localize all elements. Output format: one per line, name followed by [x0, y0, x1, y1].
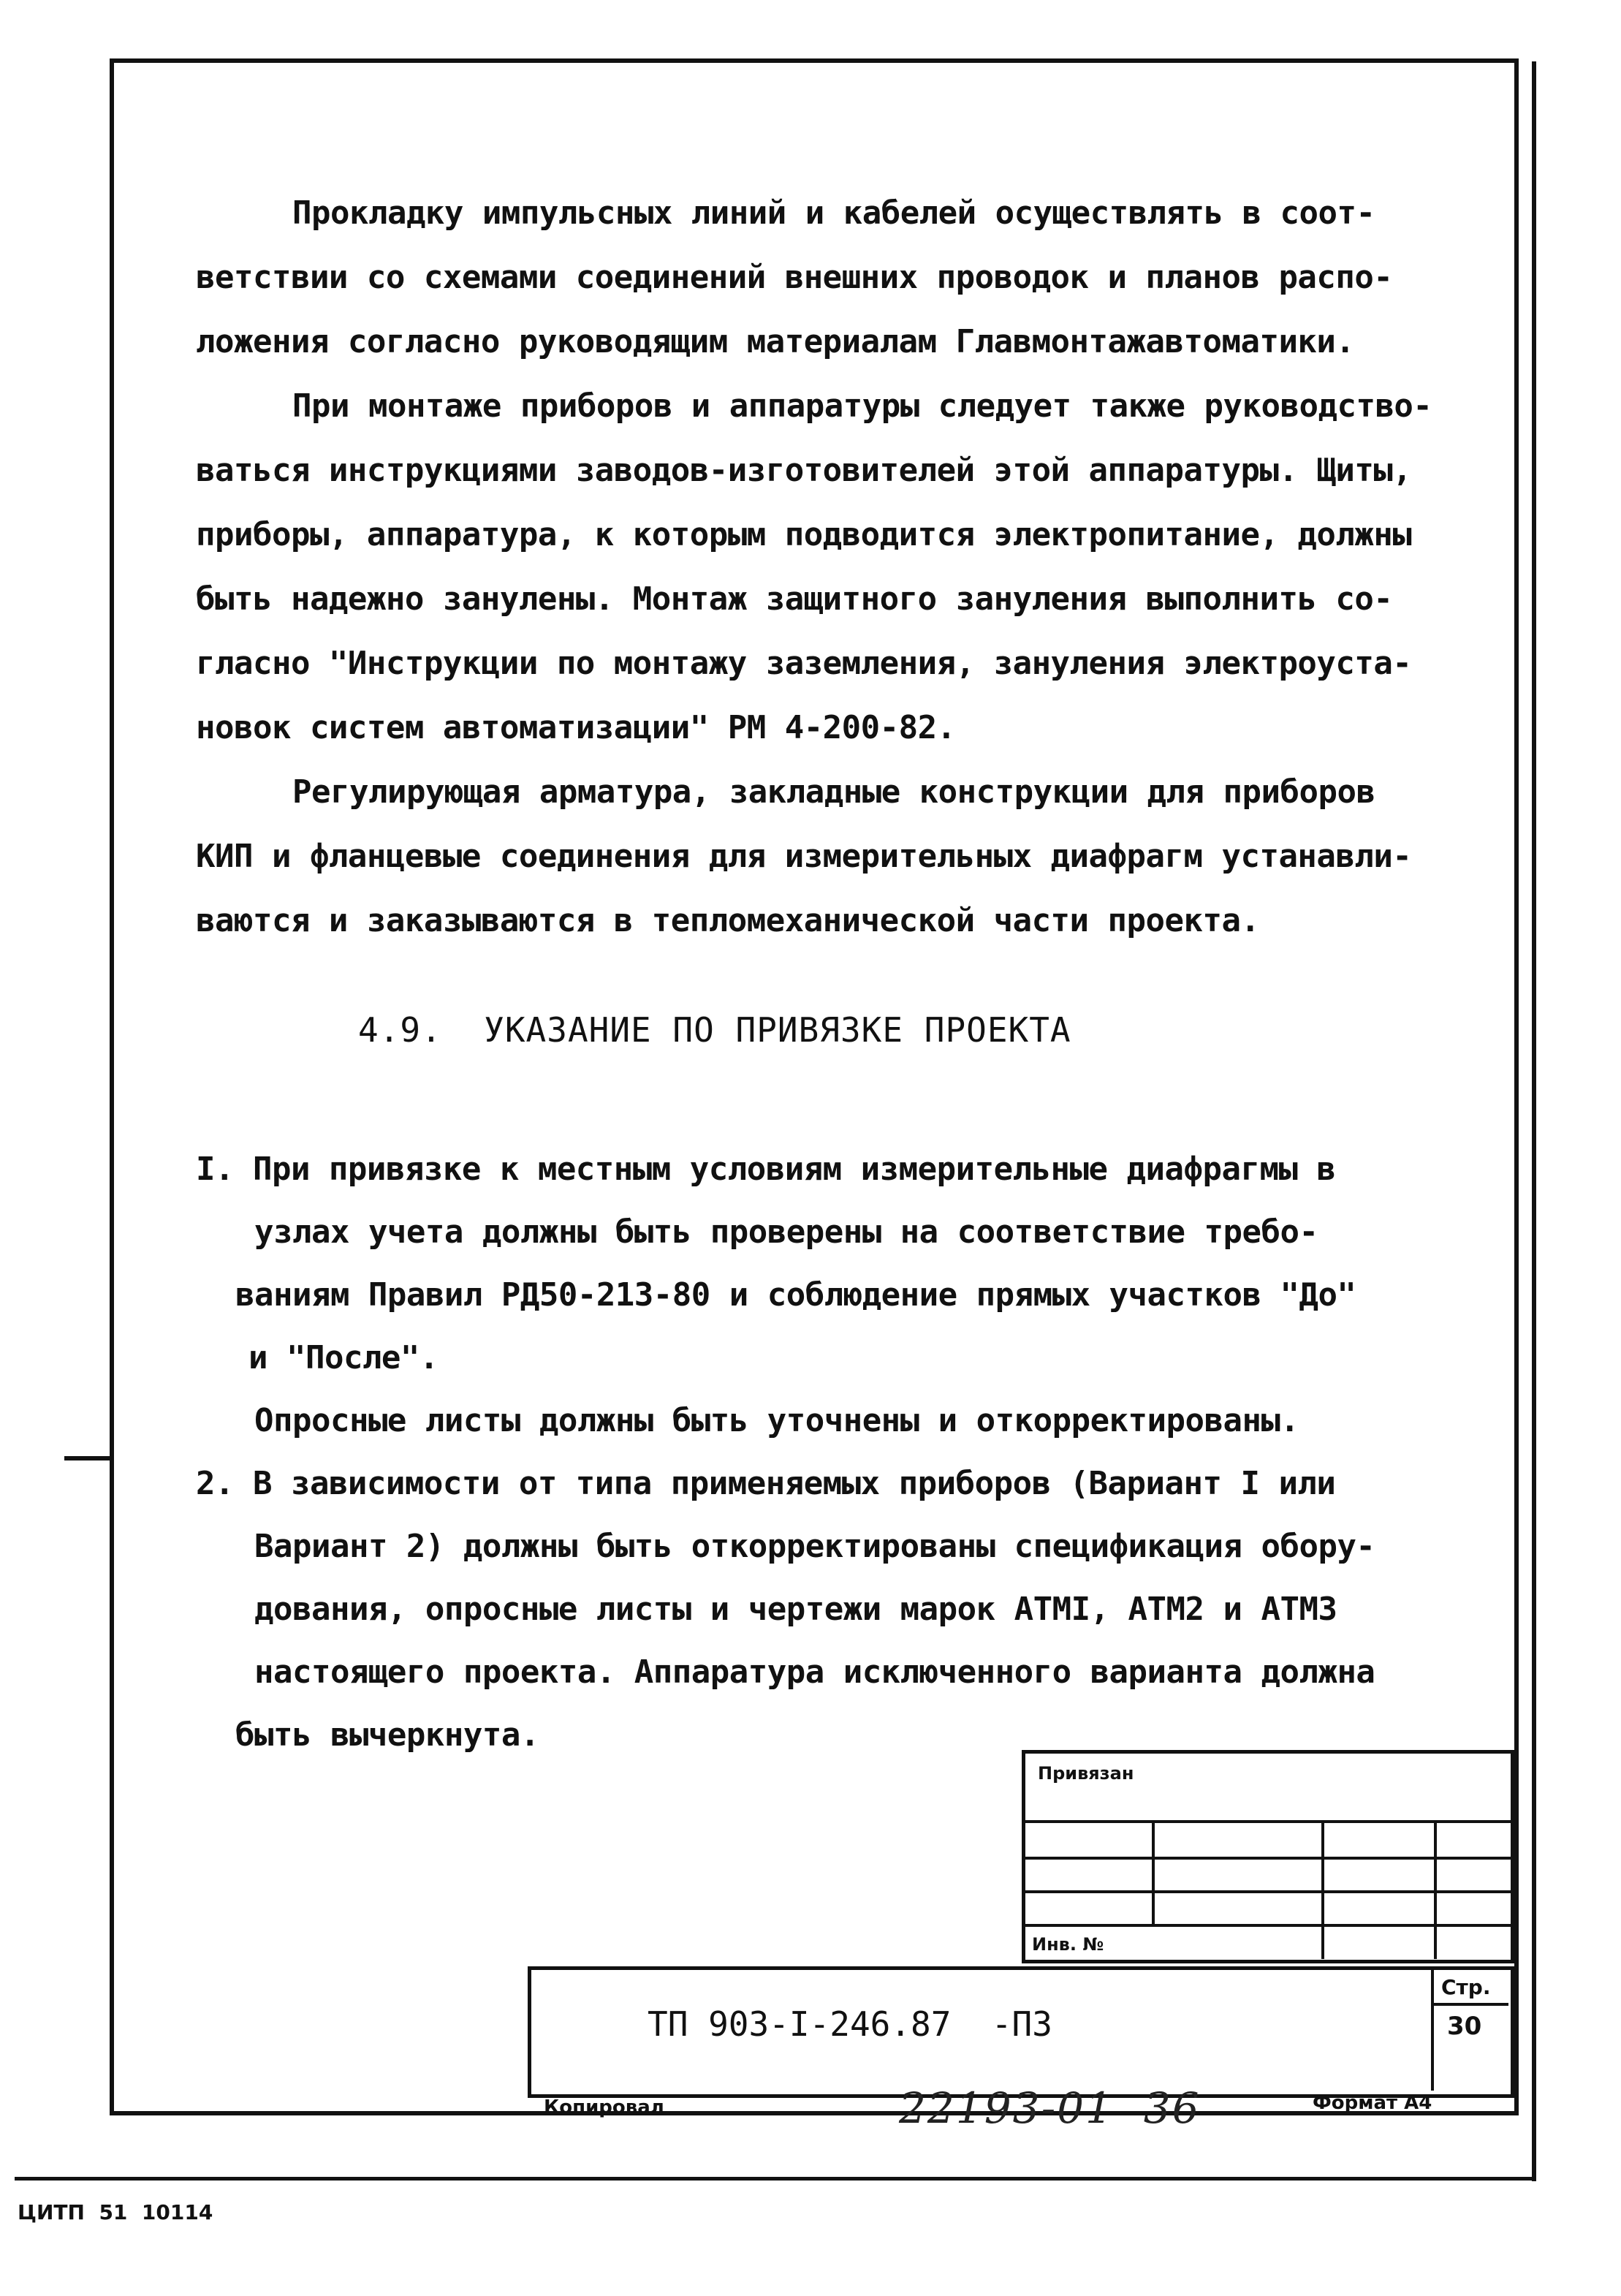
inventory-number-label: Инв. № [1032, 1934, 1104, 1955]
frame-bottom-edge [15, 2177, 1535, 2181]
item-1-line-4: и "После". [248, 1339, 439, 1376]
paragraph-3-line-1: Регулирующая арматура, закладные конструкции для приборов [292, 773, 1375, 811]
paragraph-2-line-4: быть надежно занулены. Монтаж защитного зануления выполнить со- [196, 580, 1393, 618]
stamp-row-divider [1022, 1890, 1511, 1893]
paragraph-1-line-3: ложения согласно руководящим материалам Главмонтажавтоматики. [196, 323, 1355, 360]
stamp-col-divider [1152, 1820, 1155, 1925]
page-label: Стр. [1441, 1975, 1491, 1999]
item-1-line-1: I. При привязке к местным условиям измерительные диафрагмы в [196, 1151, 1336, 1188]
paragraph-1-line-1: Прокладку импульсных линий и кабелей осуществлять в соот- [292, 194, 1375, 232]
format-label: Формат А4 [1313, 2092, 1432, 2114]
paragraph-1-line-2: ветствии со схемами соединений внешних проводок и планов распо- [196, 259, 1393, 296]
item-1-line-3: ваниям Правил РД50-213-80 и соблюдение прямых участков "До" [235, 1276, 1356, 1314]
paragraph-3-line-2: КИП и фланцевые соединения для измерительных диафрагм устанавли- [196, 838, 1412, 875]
paragraph-2-line-5: гласно "Инструкции по монтажу заземления, зануления электроуста- [196, 645, 1412, 682]
stamp-row-divider [1022, 1820, 1511, 1823]
page-cell-divider [1431, 2003, 1508, 2006]
item-2-line-1: 2. В зависимости от типа применяемых приборов (Вариант I или [196, 1465, 1336, 1502]
item-1-line-5: Опросные листы должны быть уточнены и откорректированы. [254, 1402, 1299, 1439]
item-2-line-3: дования, опросные листы и чертежи марок АТМI, АТМ2 и АТМ3 [254, 1591, 1337, 1628]
item-1-line-2: узлах учета должны быть проверены на соответствие требо- [254, 1213, 1318, 1251]
bound-label: Привязан [1038, 1763, 1134, 1784]
item-2-line-4: настоящего проекта. Аппаратура исключенного варианта должна [254, 1653, 1375, 1691]
page-number: 30 [1447, 2012, 1482, 2041]
print-mark: ЦИТП 51 10114 [18, 2200, 213, 2224]
stamp-row-divider [1022, 1857, 1511, 1860]
stamp-col-divider [1321, 1820, 1324, 1959]
paragraph-2-line-2: ваться инструкциями заводов-изготовителей этой аппаратуры. Щиты, [196, 452, 1412, 489]
document-code: ТП 903-I-246.87 -ПЗ [648, 2004, 1052, 2044]
paragraph-2-line-3: приборы, аппаратура, к которым подводится электропитание, должны [196, 516, 1412, 553]
stamp-row-divider [1022, 1924, 1511, 1927]
frame-right-edge [1532, 61, 1536, 2181]
item-2-line-5: быть вычеркнута. [235, 1716, 539, 1754]
title-block-divider [1431, 1966, 1434, 2091]
paragraph-2-line-1: При монтаже приборов и аппаратуры следует также руководство- [292, 387, 1432, 425]
section-heading: 4.9. УКАЗАНИЕ ПО ПРИВЯЗКЕ ПРОЕКТА [358, 1010, 1071, 1050]
item-2-line-2: Вариант 2) должны быть откорректированы спецификация обору- [254, 1528, 1375, 1565]
paragraph-3-line-3: ваются и заказываются в тепломеханической части проекта. [196, 902, 1260, 939]
fold-mark [64, 1456, 113, 1460]
stamp-col-divider [1434, 1820, 1437, 1959]
handwritten-number: 22193-01 36 [899, 2083, 1201, 2133]
paragraph-2-line-6: новок систем автоматизации" РМ 4-200-82. [196, 709, 956, 746]
copied-label: Копировал [544, 2096, 664, 2118]
